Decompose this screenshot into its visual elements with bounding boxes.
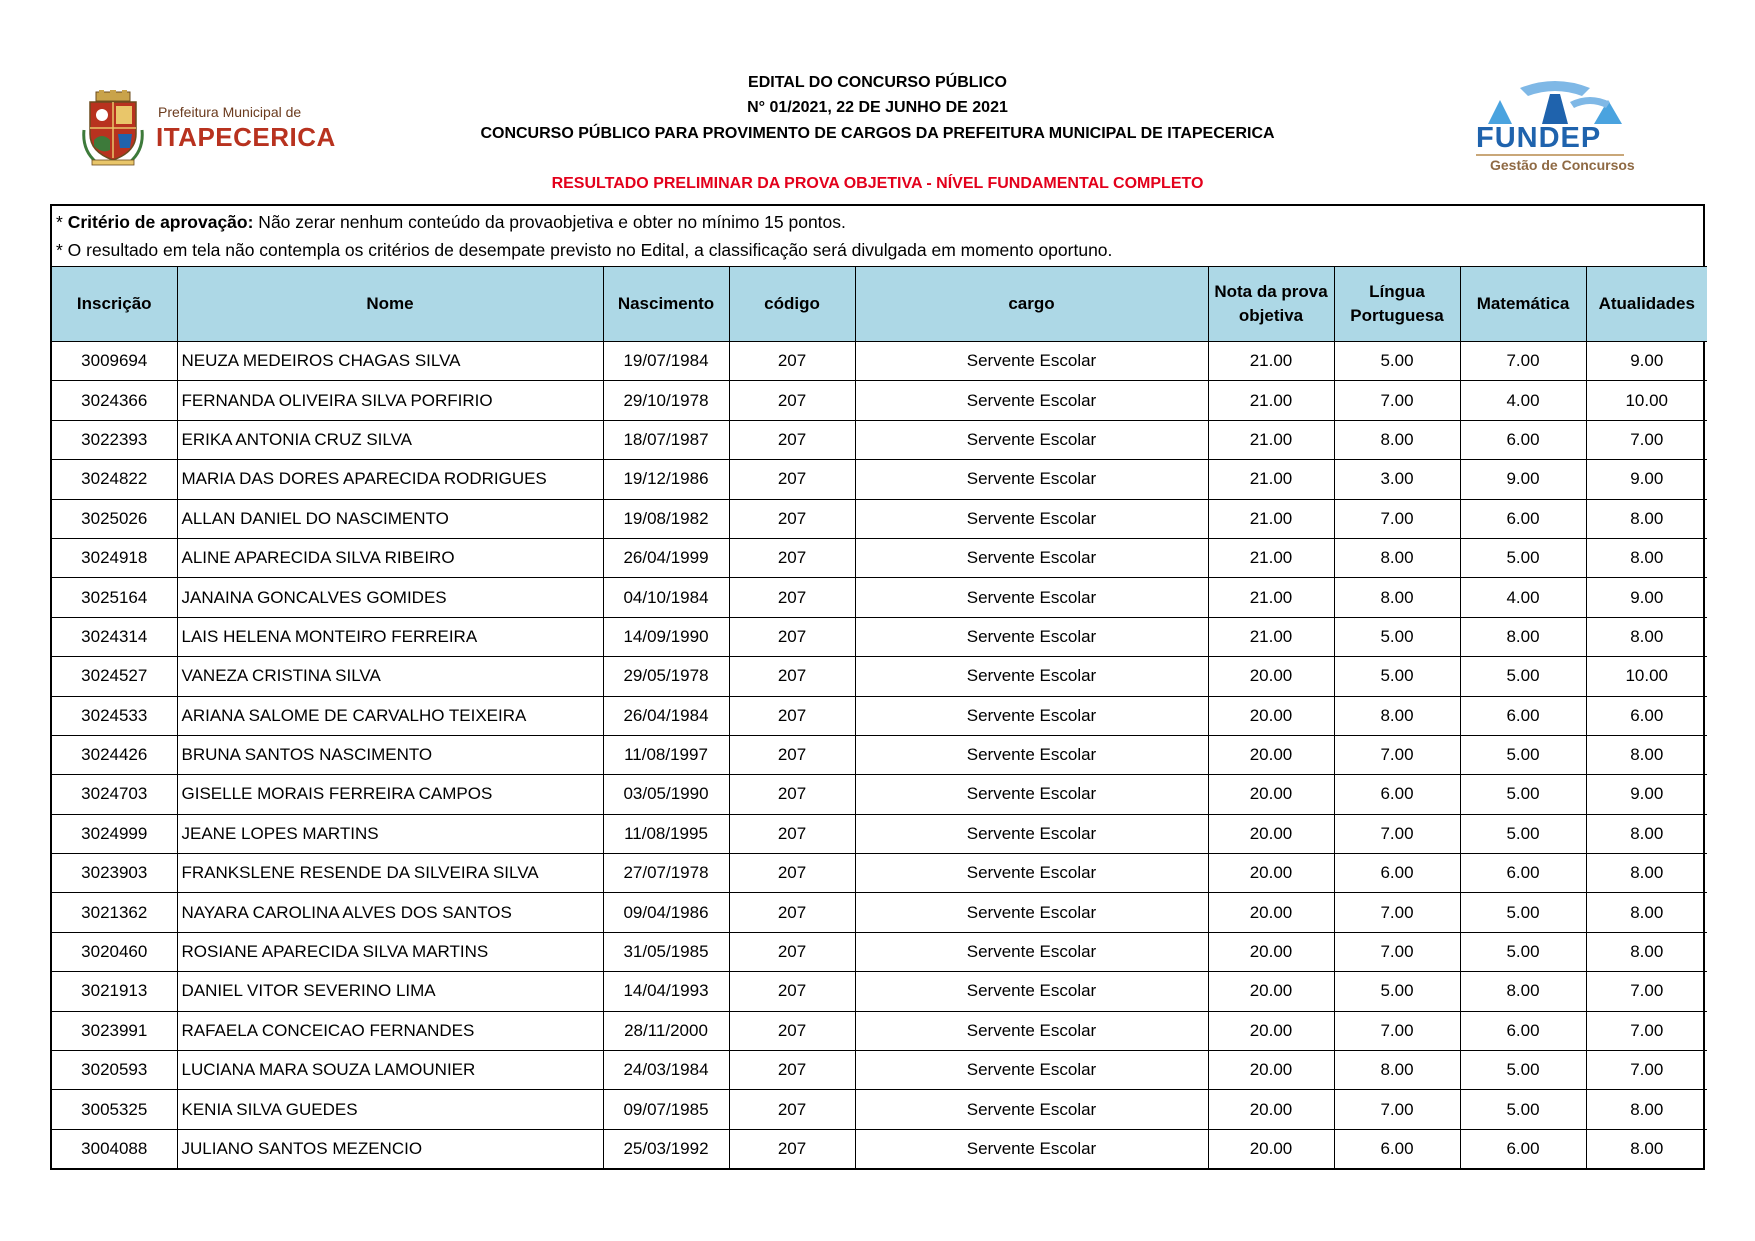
cell-atualidades: 8.00 [1586, 617, 1707, 656]
cell-codigo: 207 [729, 617, 855, 656]
cell-nascimento: 09/07/1985 [603, 1090, 729, 1129]
column-header: código [729, 267, 855, 342]
cell-inscricao: 3024999 [52, 814, 177, 853]
cell-cargo: Servente Escolar [855, 578, 1208, 617]
column-header: Matemática [1460, 267, 1586, 342]
cell-nascimento: 28/11/2000 [603, 1011, 729, 1050]
cell-cargo: Servente Escolar [855, 499, 1208, 538]
cell-inscricao: 3009694 [52, 342, 177, 381]
cell-nascimento: 09/04/1986 [603, 893, 729, 932]
cell-nota: 20.00 [1208, 814, 1334, 853]
cell-inscricao: 3024703 [52, 775, 177, 814]
table-row [52, 381, 1707, 420]
cell-codigo: 207 [729, 696, 855, 735]
cell-cargo: Servente Escolar [855, 696, 1208, 735]
cell-nascimento: 11/08/1995 [603, 814, 729, 853]
cell-matematica: 4.00 [1460, 578, 1586, 617]
edital-number: N° 01/2021, 22 DE JUNHO DE 2021 [747, 99, 1008, 116]
cell-nome: VANEZA CRISTINA SILVA [177, 657, 603, 696]
cell-nota: 20.00 [1208, 1011, 1334, 1050]
cell-inscricao: 3025164 [52, 578, 177, 617]
table-row [52, 696, 1707, 735]
cell-matematica: 5.00 [1460, 893, 1586, 932]
cell-codigo: 207 [729, 932, 855, 971]
cell-nota: 20.00 [1208, 932, 1334, 971]
cell-atualidades: 7.00 [1586, 1051, 1707, 1090]
table-row [52, 893, 1707, 932]
cell-nome: BRUNA SANTOS NASCIMENTO [177, 735, 603, 774]
cell-matematica: 6.00 [1460, 696, 1586, 735]
cell-nascimento: 14/04/1993 [603, 972, 729, 1011]
cell-nascimento: 19/08/1982 [603, 499, 729, 538]
cell-nome: LUCIANA MARA SOUZA LAMOUNIER [177, 1051, 603, 1090]
cell-matematica: 5.00 [1460, 814, 1586, 853]
cell-nome: FRANKSLENE RESENDE DA SILVEIRA SILVA [177, 854, 603, 893]
table-row [52, 932, 1707, 971]
cell-nascimento: 29/10/1978 [603, 381, 729, 420]
table-header-row [52, 267, 1707, 342]
cell-codigo: 207 [729, 1011, 855, 1050]
cell-nota: 20.00 [1208, 735, 1334, 774]
table-row [52, 499, 1707, 538]
cell-cargo: Servente Escolar [855, 342, 1208, 381]
cell-nota: 21.00 [1208, 617, 1334, 656]
criteria-label: Critério de aprovação: [67, 212, 254, 232]
cell-inscricao: 3024426 [52, 735, 177, 774]
cell-nome: LAIS HELENA MONTEIRO FERREIRA [177, 617, 603, 656]
cell-cargo: Servente Escolar [855, 381, 1208, 420]
cell-atualidades: 8.00 [1586, 932, 1707, 971]
cell-inscricao: 3024918 [52, 538, 177, 577]
cell-nota: 20.00 [1208, 972, 1334, 1011]
column-header: Atualidades [1586, 267, 1707, 342]
cell-nota: 20.00 [1208, 893, 1334, 932]
cell-nota: 20.00 [1208, 854, 1334, 893]
cell-nota: 21.00 [1208, 381, 1334, 420]
cell-atualidades: 8.00 [1586, 1129, 1707, 1168]
cell-inscricao: 3023903 [52, 854, 177, 893]
cell-cargo: Servente Escolar [855, 538, 1208, 577]
cell-atualidades: 9.00 [1586, 460, 1707, 499]
cell-cargo: Servente Escolar [855, 617, 1208, 656]
cell-codigo: 207 [729, 381, 855, 420]
cell-nome: JULIANO SANTOS MEZENCIO [177, 1129, 603, 1168]
cell-matematica: 5.00 [1460, 1090, 1586, 1129]
cell-lingua: 8.00 [1334, 578, 1460, 617]
cell-lingua: 7.00 [1334, 381, 1460, 420]
cell-atualidades: 7.00 [1586, 420, 1707, 459]
cell-cargo: Servente Escolar [855, 657, 1208, 696]
cell-lingua: 7.00 [1334, 735, 1460, 774]
table-row [52, 775, 1707, 814]
cell-atualidades: 9.00 [1586, 775, 1707, 814]
cell-inscricao: 3021913 [52, 972, 177, 1011]
column-header: cargo [855, 267, 1208, 342]
cell-lingua: 7.00 [1334, 499, 1460, 538]
cell-nome: NEUZA MEDEIROS CHAGAS SILVA [177, 342, 603, 381]
cell-nota: 21.00 [1208, 499, 1334, 538]
results-table [52, 266, 1707, 1168]
table-row [52, 342, 1707, 381]
contest-description: CONCURSO PÚBLICO PARA PROVIMENTO DE CARGOS DA PREFEITURA MUNICIPAL DE ITAPECERICA [480, 125, 1275, 142]
cell-codigo: 207 [729, 420, 855, 459]
fundep-tagline: Gestão de Concursos [1490, 157, 1635, 173]
cell-inscricao: 3024822 [52, 460, 177, 499]
cell-atualidades: 8.00 [1586, 499, 1707, 538]
cell-lingua: 6.00 [1334, 1129, 1460, 1168]
cell-cargo: Servente Escolar [855, 775, 1208, 814]
cell-cargo: Servente Escolar [855, 1011, 1208, 1050]
cell-atualidades: 10.00 [1586, 381, 1707, 420]
cell-nome: ROSIANE APARECIDA SILVA MARTINS [177, 932, 603, 971]
table-row [52, 1051, 1707, 1090]
cell-nota: 20.00 [1208, 775, 1334, 814]
criteria-text: Não zerar nenhum conteúdo da provaobjetiva e obter no mínimo 15 pontos. [253, 212, 846, 232]
table-row [52, 460, 1707, 499]
cell-nascimento: 18/07/1987 [603, 420, 729, 459]
cell-nascimento: 24/03/1984 [603, 1051, 729, 1090]
cell-lingua: 6.00 [1334, 775, 1460, 814]
cell-nota: 20.00 [1208, 657, 1334, 696]
cell-lingua: 5.00 [1334, 342, 1460, 381]
cell-cargo: Servente Escolar [855, 814, 1208, 853]
criteria-note: * Critério de aprovação: Não zerar nenhum conteúdo da provaobjetiva e obter no mínimo 15 pontos. [56, 212, 846, 232]
cell-codigo: 207 [729, 578, 855, 617]
cell-codigo: 207 [729, 1090, 855, 1129]
cell-cargo: Servente Escolar [855, 972, 1208, 1011]
cell-lingua: 6.00 [1334, 854, 1460, 893]
cell-nota: 21.00 [1208, 578, 1334, 617]
cell-atualidades: 7.00 [1586, 972, 1707, 1011]
cell-matematica: 5.00 [1460, 657, 1586, 696]
cell-codigo: 207 [729, 893, 855, 932]
cell-nome: GISELLE MORAIS FERREIRA CAMPOS [177, 775, 603, 814]
cell-codigo: 207 [729, 972, 855, 1011]
cell-cargo: Servente Escolar [855, 1090, 1208, 1129]
cell-nome: JEANE LOPES MARTINS [177, 814, 603, 853]
cell-atualidades: 8.00 [1586, 538, 1707, 577]
cell-matematica: 6.00 [1460, 1011, 1586, 1050]
cell-nome: DANIEL VITOR SEVERINO LIMA [177, 972, 603, 1011]
table-row [52, 972, 1707, 1011]
cell-lingua: 3.00 [1334, 460, 1460, 499]
cell-codigo: 207 [729, 775, 855, 814]
cell-codigo: 207 [729, 499, 855, 538]
cell-atualidades: 8.00 [1586, 893, 1707, 932]
document-title: EDITAL DO CONCURSO PÚBLICO [748, 74, 1007, 91]
table-row [52, 538, 1707, 577]
cell-nascimento: 27/07/1978 [603, 854, 729, 893]
cell-nome: JANAINA GONCALVES GOMIDES [177, 578, 603, 617]
cell-cargo: Servente Escolar [855, 420, 1208, 459]
cell-inscricao: 3025026 [52, 499, 177, 538]
cell-atualidades: 9.00 [1586, 578, 1707, 617]
cell-lingua: 7.00 [1334, 932, 1460, 971]
cell-lingua: 8.00 [1334, 696, 1460, 735]
fundep-brand: FUNDEP [1476, 122, 1602, 154]
cell-nota: 21.00 [1208, 460, 1334, 499]
cell-matematica: 8.00 [1460, 617, 1586, 656]
cell-lingua: 5.00 [1334, 972, 1460, 1011]
table-row [52, 1011, 1707, 1050]
cell-matematica: 5.00 [1460, 538, 1586, 577]
cell-codigo: 207 [729, 657, 855, 696]
cell-cargo: Servente Escolar [855, 1129, 1208, 1168]
result-subtitle: RESULTADO PRELIMINAR DA PROVA OBJETIVA - NÍVEL FUNDAMENTAL COMPLETO [551, 175, 1204, 192]
column-header: Nascimento [603, 267, 729, 342]
cell-atualidades: 10.00 [1586, 657, 1707, 696]
cell-codigo: 207 [729, 1051, 855, 1090]
cell-atualidades: 8.00 [1586, 735, 1707, 774]
column-header: Inscrição [52, 267, 177, 342]
cell-nome: RAFAELA CONCEICAO FERNANDES [177, 1011, 603, 1050]
cell-inscricao: 3005325 [52, 1090, 177, 1129]
cell-nascimento: 25/03/1992 [603, 1129, 729, 1168]
cell-nascimento: 19/12/1986 [603, 460, 729, 499]
cell-inscricao: 3020460 [52, 932, 177, 971]
cell-matematica: 5.00 [1460, 1051, 1586, 1090]
cell-nota: 21.00 [1208, 342, 1334, 381]
cell-lingua: 7.00 [1334, 814, 1460, 853]
cell-lingua: 8.00 [1334, 420, 1460, 459]
cell-matematica: 5.00 [1460, 932, 1586, 971]
cell-nota: 20.00 [1208, 696, 1334, 735]
cell-nascimento: 03/05/1990 [603, 775, 729, 814]
cell-matematica: 6.00 [1460, 420, 1586, 459]
notes-box [52, 206, 1703, 266]
table-row [52, 735, 1707, 774]
cell-matematica: 8.00 [1460, 972, 1586, 1011]
cell-cargo: Servente Escolar [855, 932, 1208, 971]
cell-matematica: 6.00 [1460, 854, 1586, 893]
cell-matematica: 6.00 [1460, 499, 1586, 538]
logo-left-city: ITAPECERICA [156, 122, 336, 152]
cell-atualidades: 8.00 [1586, 814, 1707, 853]
cell-inscricao: 3020593 [52, 1051, 177, 1090]
cell-cargo: Servente Escolar [855, 735, 1208, 774]
cell-codigo: 207 [729, 814, 855, 853]
cell-codigo: 207 [729, 1129, 855, 1168]
cell-nascimento: 26/04/1999 [603, 538, 729, 577]
cell-inscricao: 3022393 [52, 420, 177, 459]
disclaimer-note: * O resultado em tela não contempla os critérios de desempate previsto no Edital, a classificação será divulgada em momento oportuno. [56, 240, 1113, 260]
cell-nascimento: 04/10/1984 [603, 578, 729, 617]
cell-nota: 21.00 [1208, 420, 1334, 459]
cell-inscricao: 3023991 [52, 1011, 177, 1050]
cell-nome: ARIANA SALOME DE CARVALHO TEIXEIRA [177, 696, 603, 735]
cell-lingua: 7.00 [1334, 893, 1460, 932]
cell-inscricao: 3024314 [52, 617, 177, 656]
cell-matematica: 7.00 [1460, 342, 1586, 381]
cell-matematica: 6.00 [1460, 1129, 1586, 1168]
cell-lingua: 5.00 [1334, 657, 1460, 696]
cell-inscricao: 3021362 [52, 893, 177, 932]
cell-nome: ALLAN DANIEL DO NASCIMENTO [177, 499, 603, 538]
fundep-divider [1476, 154, 1624, 156]
cell-nota: 20.00 [1208, 1129, 1334, 1168]
cell-matematica: 9.00 [1460, 460, 1586, 499]
cell-nascimento: 29/05/1978 [603, 657, 729, 696]
cell-nascimento: 19/07/1984 [603, 342, 729, 381]
cell-lingua: 8.00 [1334, 1051, 1460, 1090]
cell-atualidades: 9.00 [1586, 342, 1707, 381]
cell-inscricao: 3024366 [52, 381, 177, 420]
cell-matematica: 5.00 [1460, 735, 1586, 774]
column-header: Língua Portuguesa [1334, 267, 1460, 342]
table-row [52, 814, 1707, 853]
cell-inscricao: 3004088 [52, 1129, 177, 1168]
table-row [52, 1090, 1707, 1129]
cell-nome: NAYARA CAROLINA ALVES DOS SANTOS [177, 893, 603, 932]
cell-codigo: 207 [729, 342, 855, 381]
cell-cargo: Servente Escolar [855, 854, 1208, 893]
table-row [52, 617, 1707, 656]
cell-atualidades: 6.00 [1586, 696, 1707, 735]
cell-lingua: 7.00 [1334, 1090, 1460, 1129]
cell-lingua: 5.00 [1334, 617, 1460, 656]
cell-nota: 20.00 [1208, 1051, 1334, 1090]
cell-cargo: Servente Escolar [855, 893, 1208, 932]
cell-nota: 20.00 [1208, 1090, 1334, 1129]
cell-atualidades: 7.00 [1586, 1011, 1707, 1050]
results-frame [50, 204, 1705, 1170]
cell-atualidades: 8.00 [1586, 1090, 1707, 1129]
column-header: Nome [177, 267, 603, 342]
cell-codigo: 207 [729, 854, 855, 893]
cell-nascimento: 31/05/1985 [603, 932, 729, 971]
cell-nascimento: 11/08/1997 [603, 735, 729, 774]
column-header: Nota da prova objetiva [1208, 267, 1334, 342]
cell-matematica: 5.00 [1460, 775, 1586, 814]
cell-inscricao: 3024533 [52, 696, 177, 735]
table-row [52, 854, 1707, 893]
cell-nota: 21.00 [1208, 538, 1334, 577]
logo-left-caption: Prefeitura Municipal de [158, 104, 302, 120]
cell-nome: FERNANDA OLIVEIRA SILVA PORFIRIO [177, 381, 603, 420]
table-row [52, 1129, 1707, 1168]
cell-atualidades: 8.00 [1586, 854, 1707, 893]
cell-nome: MARIA DAS DORES APARECIDA RODRIGUES [177, 460, 603, 499]
cell-codigo: 207 [729, 538, 855, 577]
cell-lingua: 8.00 [1334, 538, 1460, 577]
cell-inscricao: 3024527 [52, 657, 177, 696]
cell-matematica: 4.00 [1460, 381, 1586, 420]
cell-codigo: 207 [729, 735, 855, 774]
table-row [52, 420, 1707, 459]
cell-nome: ALINE APARECIDA SILVA RIBEIRO [177, 538, 603, 577]
cell-nome: ERIKA ANTONIA CRUZ SILVA [177, 420, 603, 459]
table-row [52, 657, 1707, 696]
table-row [52, 578, 1707, 617]
cell-nome: KENIA SILVA GUEDES [177, 1090, 603, 1129]
cell-lingua: 7.00 [1334, 1011, 1460, 1050]
cell-nascimento: 26/04/1984 [603, 696, 729, 735]
cell-codigo: 207 [729, 460, 855, 499]
cell-cargo: Servente Escolar [855, 460, 1208, 499]
cell-cargo: Servente Escolar [855, 1051, 1208, 1090]
cell-nascimento: 14/09/1990 [603, 617, 729, 656]
